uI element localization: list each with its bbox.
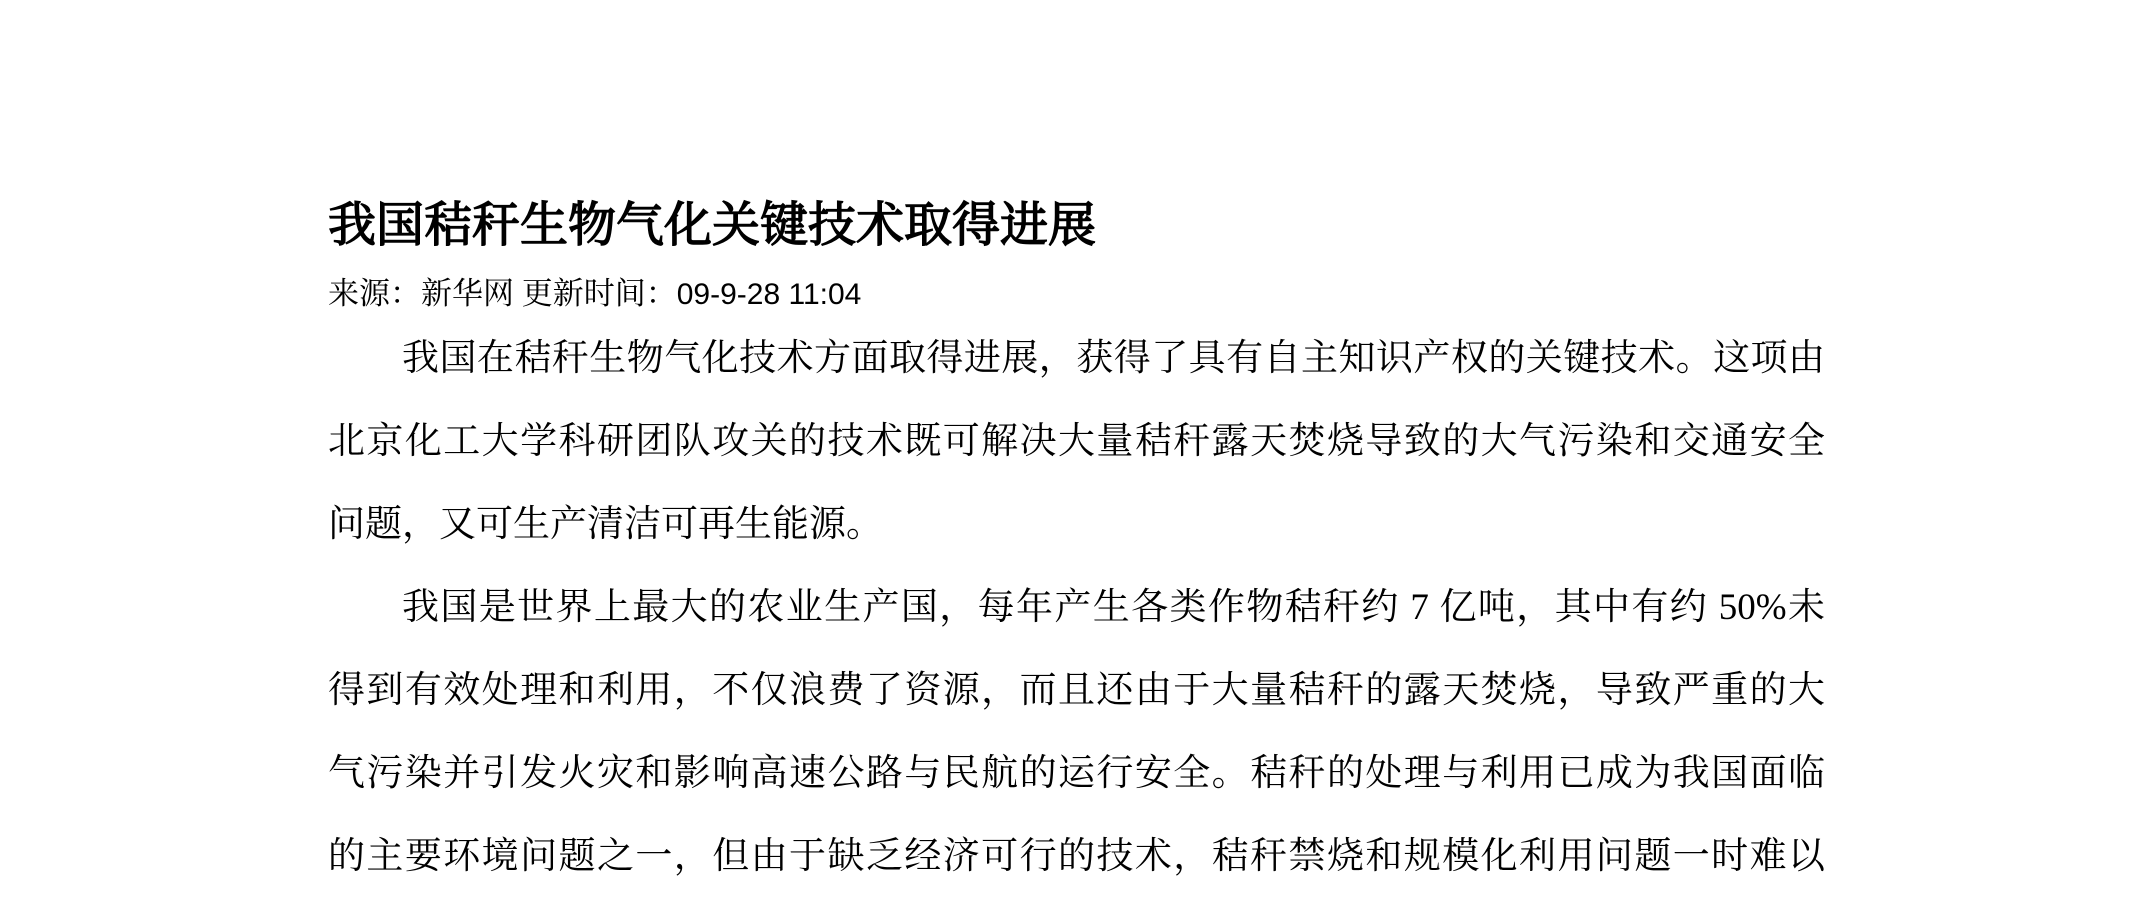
article-meta-line bbox=[328, 274, 1825, 315]
meta-source-and-updated-label: 来源：新华网 更新时间： bbox=[328, 276, 677, 311]
body-line-1: 我国在秸秆生物气化技术方面取得进展，获得了具有自主知识产权的关键技术。这项由 bbox=[402, 338, 1825, 379]
body-line-6: 气污染并引发火灾和影响高速公路与民航的运行安全。秸秆的处理与利用已成为我国面临 bbox=[328, 753, 1825, 794]
article-body bbox=[328, 317, 1825, 898]
body-line-4: 我国是世界上最大的农业生产国，每年产生各类作物秸秆约 7 亿吨，其中有约 50%未 bbox=[402, 587, 1825, 628]
body-line-2: 北京化工大学科研团队攻关的技术既可解决大量秸秆露天焚烧导致的大气污染和交通安全 bbox=[328, 421, 1825, 462]
body-line-7: 的主要环境问题之一，但由于缺乏经济可行的技术，秸秆禁烧和规模化利用问题一时难以 bbox=[328, 836, 1825, 877]
article-title: 我国秸秆生物气化关键技术取得进展 bbox=[328, 199, 1097, 252]
meta-datetime: 09-9-28 11:04 bbox=[676, 278, 862, 311]
body-line-3: 问题，又可生产清洁可再生能源。 bbox=[328, 504, 883, 545]
body-line-5: 得到有效处理和利用，不仅浪费了资源，而且还由于大量秸秆的露天焚烧，导致严重的大 bbox=[328, 670, 1825, 711]
